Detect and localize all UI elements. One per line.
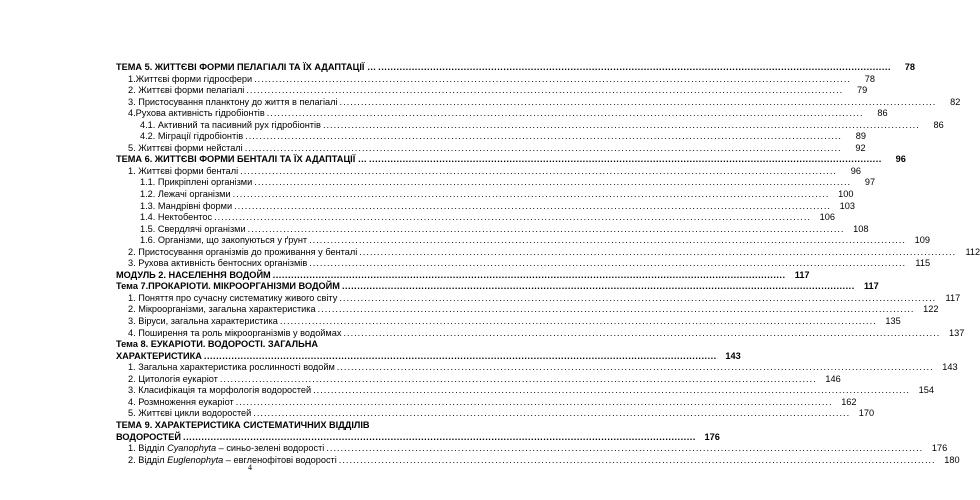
toc-entry-title: 4. Розмноження еукаріот <box>128 396 234 407</box>
toc-entry-title: 2. Пристосування організмів до проживання у бенталі <box>128 246 358 257</box>
toc-page-number: 170 <box>858 408 875 419</box>
toc-leader-dots <box>248 224 845 236</box>
toc-page-number: 103 <box>839 200 855 211</box>
toc-entry-title: 1. Життєві форми бенталі <box>128 165 239 176</box>
toc-entry-title: 2. Життєві форми пелагіалі <box>128 85 245 96</box>
toc-leader-dots <box>253 408 850 420</box>
toc-heading <box>116 269 810 282</box>
toc-leader-dots <box>339 293 936 305</box>
toc-leader-dots <box>240 166 837 178</box>
toc-leader-dots <box>313 385 910 397</box>
toc-leader-dots <box>323 120 920 132</box>
toc-leader-dots <box>343 328 940 340</box>
toc-entry-title: 3. Віруси, загальна характеристика <box>128 316 278 327</box>
toc-leader-dots <box>273 270 786 282</box>
toc-entry-title: 4.1. Активний та пасивний рух гідробіонтів <box>140 119 321 130</box>
toc-page-number: 137 <box>948 327 965 338</box>
toc-entry-title: 1.Життєві форми гідросфери <box>128 73 253 84</box>
toc-leader-dots <box>326 443 923 455</box>
toc-heading <box>116 62 916 74</box>
toc-page-number: 143 <box>942 362 958 373</box>
toc-entry-title: 1. Відділ Cyanophyta – синьо-зелені водорості <box>128 443 325 454</box>
toc-leader-dots <box>369 154 882 166</box>
toc-entry-title: ВОДОРОСТЕЙ <box>116 431 182 442</box>
toc-leader-dots <box>234 201 831 213</box>
toc-entry-title: ТЕМА 9. ХАРАКТЕРИСТИКА СИСТЕМАТИЧНИХ ВІДДІЛІВ <box>116 419 370 430</box>
toc-page-number: 115 <box>915 258 931 269</box>
toc-leader-dots <box>204 351 717 363</box>
toc-leader-dots <box>183 432 696 444</box>
toc-entry-title: 1. Загальна характеристика рослинності водойм <box>128 362 335 373</box>
toc-entry-title: 1.6. Організми, що закопуються у ґрунт <box>140 235 308 246</box>
toc-leader-dots <box>246 85 843 97</box>
toc-heading <box>116 154 906 166</box>
toc-entry <box>116 385 934 397</box>
toc-leader-dots <box>342 281 855 293</box>
toc-entry <box>116 119 944 132</box>
toc-entry-title: 1.5. Свердлячі організми <box>140 223 246 234</box>
toc-page-number: 106 <box>819 212 835 223</box>
toc-entry <box>116 212 835 224</box>
toc-entry <box>116 246 980 259</box>
table-of-contents <box>116 62 980 466</box>
toc-entry <box>116 396 857 409</box>
toc-page-number: 143 <box>725 350 741 361</box>
toc-entry-title: 4. Поширення та роль мікроорганізмів у водоймах <box>128 327 342 338</box>
toc-page-number: 96 <box>895 154 906 165</box>
toc-leader-dots <box>254 177 851 189</box>
toc-page-number: 109 <box>914 235 930 246</box>
page-number: 4 <box>248 463 252 472</box>
toc-heading <box>116 420 388 432</box>
toc-entry-title: 4.2. Міграції гідробіонтів <box>140 131 244 142</box>
toc-entry <box>116 142 866 155</box>
toc-page-number: 92 <box>855 142 866 153</box>
toc-page-number: 86 <box>877 108 888 119</box>
toc-page-number: 86 <box>933 119 944 130</box>
toc-page-number: 180 <box>944 454 960 465</box>
toc-heading <box>116 281 879 293</box>
toc-heading <box>116 339 388 351</box>
toc-entry <box>116 373 841 386</box>
toc-leader-dots <box>280 316 877 328</box>
toc-entry-title: 2. Цитологія еукаріот <box>128 373 218 384</box>
toc-page-number: 154 <box>918 385 934 396</box>
toc-page-number: 79 <box>856 85 868 96</box>
toc-page-number: 176 <box>931 443 948 454</box>
toc-entry-title: ТЕМА 6. ЖИТТЄВІ ФОРМИ БЕНТАЛІ ТА ЇХ АДАПТАЦІЇ … <box>116 154 367 165</box>
toc-leader-dots <box>337 362 934 374</box>
toc-entry <box>116 408 875 420</box>
toc-entry-title: 5. Життєві форми нейсталі <box>128 142 243 153</box>
toc-leader-dots <box>309 258 906 270</box>
toc-entry <box>116 258 931 270</box>
toc-entry <box>116 223 869 236</box>
toc-entry-title: 4.Рухова активність гідробіонтів <box>128 108 265 119</box>
toc-entry <box>116 362 958 374</box>
toc-entry-title: 5. Життєві цикли водоростей <box>128 408 252 419</box>
toc-entry-title: 3. Рухова активність бентосних організмів <box>128 258 308 269</box>
toc-entry-title: Тема 7.ПРОКАРІОТИ. МІКРООРГАНІЗМИ ВОДОЙМ <box>116 281 340 292</box>
toc-entry-title: МОДУЛЬ 2. НАСЕЛЕННЯ ВОДОЙМ <box>116 269 271 280</box>
toc-leader-dots <box>309 235 906 247</box>
toc-heading <box>116 431 720 444</box>
toc-leader-dots <box>267 108 864 120</box>
toc-entry-title: 3. Пристосування планктону до життя в пелагіалі <box>128 96 338 107</box>
toc-entry-title: 1.1. Прикріплені організми <box>140 177 253 188</box>
toc-page-number: 122 <box>923 304 939 315</box>
toc-page-number: 78 <box>904 62 916 72</box>
toc-page-number: 176 <box>704 431 720 442</box>
toc-page-number: 97 <box>864 177 876 188</box>
toc-leader-dots <box>233 189 830 201</box>
toc-leader-dots <box>378 62 891 74</box>
toc-page-number: 96 <box>850 165 861 176</box>
toc-entry <box>116 443 948 455</box>
toc-entry-title: 1.2. Лежачі організми <box>140 189 231 200</box>
toc-leader-dots <box>340 97 937 109</box>
toc-leader-dots <box>318 304 915 316</box>
toc-leader-dots <box>220 374 817 386</box>
toc-entry <box>116 73 875 86</box>
toc-leader-dots <box>236 397 833 409</box>
toc-entry <box>116 235 930 247</box>
toc-entry-title: 1.3. Мандрівні форми <box>140 200 233 211</box>
toc-entry <box>116 165 861 178</box>
toc-entry-title: ТЕМА 5. ЖИТТЄВІ ФОРМИ ПЕЛАГІАЛІ ТА ЇХ АДАПТАЦІЇ … <box>116 62 377 72</box>
toc-page-number: 108 <box>853 223 869 234</box>
toc-entry <box>116 131 866 143</box>
toc-entry <box>116 96 961 109</box>
toc-page-number: 100 <box>838 189 854 200</box>
toc-entry-title: Тема 8. ЕУКАРІОТИ. ВОДОРОСТІ. ЗАГАЛЬНА <box>116 339 318 350</box>
toc-entry <box>116 189 854 201</box>
toc-page-number: 82 <box>950 96 961 107</box>
toc-page-number: 117 <box>794 269 810 280</box>
toc-page-number: 146 <box>825 373 841 384</box>
toc-leader-dots <box>214 212 811 224</box>
toc-entry <box>116 316 901 328</box>
toc-page-number: 117 <box>945 292 961 303</box>
toc-entry <box>116 200 855 213</box>
toc-entry <box>116 327 965 340</box>
toc-page-number: 78 <box>864 73 875 84</box>
toc-entry-title: 1.4. Нектобентос <box>140 212 213 223</box>
toc-entry-title: 3. Класифікація та морфологія водоростей <box>128 385 312 396</box>
toc-leader-dots <box>245 131 842 143</box>
toc-entry <box>116 177 876 189</box>
toc-leader-dots <box>254 74 851 86</box>
toc-leader-dots <box>245 143 842 155</box>
toc-entry <box>116 85 868 97</box>
toc-page-number: 135 <box>885 316 901 327</box>
toc-page-number: 162 <box>841 396 857 407</box>
toc-entry-title: 1. Поняття про сучасну систематику живого світу <box>128 292 338 303</box>
toc-entry-title: ХАРАКТЕРИСТИКА <box>116 350 202 361</box>
toc-entry <box>116 304 939 316</box>
toc-leader-dots <box>359 247 956 259</box>
toc-page-number: 89 <box>855 131 866 142</box>
toc-entry <box>116 292 961 305</box>
toc-entry <box>116 108 888 120</box>
toc-page-number: 117 <box>863 281 879 292</box>
toc-entry-title: 2. Відділ Euglenophyta – евгленофітові водорості <box>128 454 337 465</box>
toc-heading <box>116 350 741 363</box>
toc-page-number: 112 <box>965 246 980 257</box>
toc-entry-title: 2. Мікроорганізми, загальна характеристика <box>128 304 316 315</box>
